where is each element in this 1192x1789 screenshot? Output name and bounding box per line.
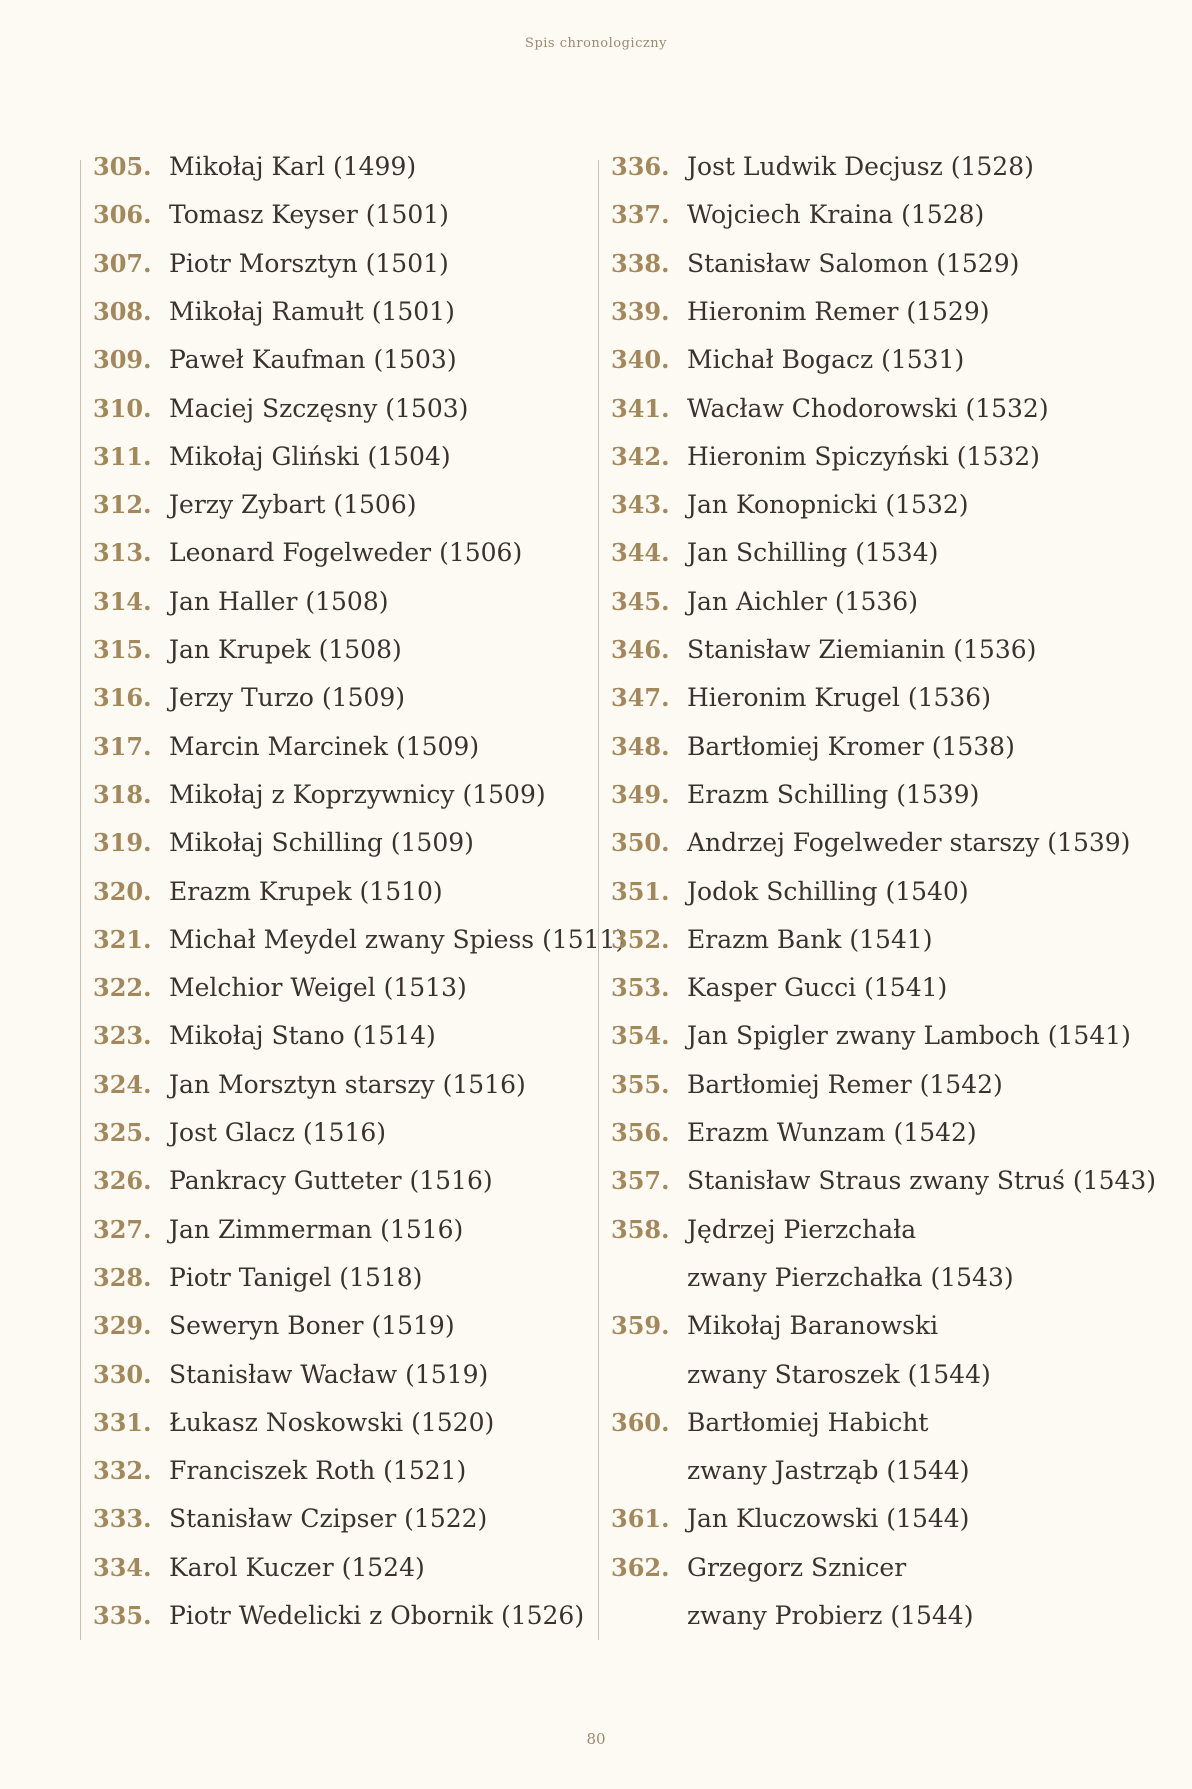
entry-name: Hieronim Remer (1529) bbox=[687, 296, 990, 326]
entry-name: Stanisław Salomon (1529) bbox=[687, 248, 1020, 278]
entry-number: 354. bbox=[611, 1021, 670, 1051]
list-item bbox=[93, 732, 479, 762]
entry-number: 358. bbox=[611, 1214, 670, 1244]
list-item bbox=[611, 973, 947, 1003]
entry-name: Łukasz Noskowski (1520) bbox=[169, 1407, 495, 1437]
entry-name: Bartłomiej Kromer (1538) bbox=[687, 731, 1015, 761]
list-item bbox=[611, 442, 1040, 472]
entry-name: Jan Haller (1508) bbox=[169, 586, 389, 616]
entry-number: 306. bbox=[93, 200, 152, 230]
entry-number: 343. bbox=[611, 490, 670, 520]
entry-number: 362. bbox=[611, 1552, 670, 1582]
entry-number: 319. bbox=[93, 828, 152, 858]
list-item bbox=[611, 732, 1015, 762]
list-item bbox=[611, 490, 969, 520]
list-item bbox=[611, 538, 938, 568]
entry-name: Pankracy Gutteter (1516) bbox=[169, 1166, 493, 1196]
list-item bbox=[611, 828, 1130, 858]
entry-number: 356. bbox=[611, 1118, 670, 1147]
right-column bbox=[598, 152, 1157, 1640]
entry-number: 348. bbox=[611, 731, 670, 761]
list-item bbox=[93, 828, 474, 858]
entry-name: Michał Meydel zwany Spiess (1511) bbox=[169, 924, 626, 954]
entry-name: Bartłomiej Habicht bbox=[687, 1407, 929, 1437]
entry-name: Grzegorz Sznicer bbox=[687, 1552, 907, 1582]
entry-name: Piotr Tanigel (1518) bbox=[169, 1262, 423, 1292]
entry-name: Mikołaj Baranowski bbox=[687, 1311, 939, 1341]
entry-number: 357. bbox=[611, 1166, 670, 1196]
list-item bbox=[611, 683, 991, 713]
entry-name: Wojciech Kraina (1528) bbox=[687, 200, 985, 230]
list-item bbox=[93, 394, 468, 424]
entry-number: 350. bbox=[611, 828, 670, 858]
list-item bbox=[93, 1360, 488, 1390]
list-item bbox=[93, 587, 389, 617]
entry-name: Erazm Krupek (1510) bbox=[169, 876, 443, 906]
entry-number: 325. bbox=[93, 1118, 152, 1147]
entry-name: Mikołaj Karl (1499) bbox=[169, 152, 417, 181]
list-item bbox=[93, 1118, 386, 1148]
entry-continuation: zwany Probierz (1544) bbox=[687, 1601, 974, 1630]
entry-number: 342. bbox=[611, 441, 670, 471]
page-number: 80 bbox=[586, 1730, 606, 1748]
entry-name: Bartłomiej Remer (1542) bbox=[687, 1069, 1003, 1099]
entry-name: Jan Konopnicki (1532) bbox=[687, 490, 969, 520]
list-item bbox=[93, 1408, 494, 1438]
entry-number: 312. bbox=[93, 490, 152, 520]
entry-number: 353. bbox=[611, 973, 670, 1003]
entry-name: Jan Aichler (1536) bbox=[687, 586, 918, 616]
list-item bbox=[93, 345, 457, 375]
entry-name: Mikołaj Gliński (1504) bbox=[169, 441, 451, 471]
entry-number: 329. bbox=[93, 1311, 152, 1341]
entry-number: 361. bbox=[611, 1504, 670, 1534]
list-item bbox=[611, 200, 984, 230]
entry-name: Mikołaj Stano (1514) bbox=[169, 1021, 436, 1051]
list-item bbox=[611, 635, 1036, 665]
entry-number: 351. bbox=[611, 876, 670, 906]
entry-continuation: zwany Staroszek (1544) bbox=[687, 1359, 991, 1389]
entry-number: 359. bbox=[611, 1311, 670, 1341]
list-item bbox=[611, 1408, 928, 1438]
entry-name: Mikołaj Ramułt (1501) bbox=[169, 296, 455, 326]
list-item bbox=[611, 780, 979, 810]
entry-number: 310. bbox=[93, 393, 152, 423]
entry-number: 324. bbox=[93, 1069, 152, 1099]
entry-name: Jost Ludwik Decjusz (1528) bbox=[687, 152, 1034, 181]
entry-name: Mikołaj z Koprzywnicy (1509) bbox=[169, 779, 546, 809]
entry-number: 313. bbox=[93, 538, 152, 568]
list-item bbox=[611, 297, 990, 327]
list-item bbox=[611, 877, 969, 907]
entry-name: Leonard Fogelweder (1506) bbox=[169, 538, 523, 568]
entry-number: 311. bbox=[93, 441, 152, 471]
list-item bbox=[93, 1215, 463, 1245]
list-item bbox=[611, 1070, 1003, 1100]
list-item bbox=[93, 1553, 425, 1583]
entry-name: Jan Spigler zwany Lamboch (1541) bbox=[687, 1021, 1131, 1051]
list-item bbox=[93, 442, 451, 472]
list-item bbox=[93, 297, 455, 327]
entry-continuation: zwany Pierzchałka (1543) bbox=[687, 1262, 1014, 1292]
entry-number: 337. bbox=[611, 200, 670, 230]
list-item bbox=[93, 249, 449, 279]
entry-number: 333. bbox=[93, 1504, 152, 1534]
list-item bbox=[93, 683, 405, 713]
list-item bbox=[611, 394, 1049, 424]
entry-name: Karol Kuczer (1524) bbox=[169, 1552, 425, 1582]
entry-name: Piotr Wedelicki z Obornik (1526) bbox=[169, 1601, 585, 1630]
entry-number: 327. bbox=[93, 1214, 152, 1244]
list-item bbox=[93, 200, 449, 230]
list-item bbox=[93, 1263, 422, 1293]
entry-number: 334. bbox=[93, 1552, 152, 1582]
list-item bbox=[611, 1311, 938, 1341]
entry-number: 328. bbox=[93, 1262, 152, 1292]
entry-number: 360. bbox=[611, 1407, 670, 1437]
entry-name: Erazm Wunzam (1542) bbox=[687, 1118, 977, 1147]
list-item bbox=[611, 1553, 906, 1583]
list-item bbox=[93, 538, 522, 568]
entry-number: 307. bbox=[93, 248, 152, 278]
entry-number: 331. bbox=[93, 1407, 152, 1437]
entry-name: Michał Bogacz (1531) bbox=[687, 345, 965, 375]
list-item bbox=[611, 249, 1019, 279]
entry-number: 352. bbox=[611, 924, 670, 954]
entry-number: 320. bbox=[93, 876, 152, 906]
list-item bbox=[93, 877, 443, 907]
entry-name: Jan Schilling (1534) bbox=[687, 538, 939, 568]
entry-number: 309. bbox=[93, 345, 152, 375]
list-item bbox=[93, 925, 625, 955]
entry-name: Hieronim Krugel (1536) bbox=[687, 683, 991, 713]
entry-name: Jost Glacz (1516) bbox=[169, 1118, 387, 1147]
entry-name: Andrzej Fogelweder starszy (1539) bbox=[687, 828, 1131, 858]
list-item bbox=[611, 1021, 1131, 1051]
entry-name: Erazm Bank (1541) bbox=[687, 924, 933, 954]
entry-name: Seweryn Boner (1519) bbox=[169, 1311, 455, 1341]
entry-name: Stanisław Wacław (1519) bbox=[169, 1359, 489, 1389]
entry-name: Jan Krupek (1508) bbox=[169, 635, 402, 664]
list-item bbox=[611, 925, 933, 955]
list-item bbox=[611, 345, 964, 375]
entry-number: 330. bbox=[93, 1359, 152, 1389]
entry-name: Maciej Szczęsny (1503) bbox=[169, 393, 469, 423]
entry-name: Stanisław Czipser (1522) bbox=[169, 1504, 488, 1534]
entry-name: Jędrzej Pierzchała bbox=[687, 1214, 917, 1244]
entry-number: 346. bbox=[611, 635, 670, 664]
list-item bbox=[93, 1504, 487, 1534]
entry-number: 349. bbox=[611, 779, 670, 809]
list-item bbox=[93, 1456, 466, 1486]
list-item bbox=[93, 490, 417, 520]
list-item bbox=[93, 635, 402, 665]
entry-number: 347. bbox=[611, 683, 670, 713]
entry-number: 322. bbox=[93, 973, 152, 1003]
list-item bbox=[611, 152, 1034, 182]
entry-name: Jerzy Turzo (1509) bbox=[169, 683, 406, 713]
list-item bbox=[93, 973, 467, 1003]
list-item bbox=[611, 1215, 916, 1245]
entry-name: Mikołaj Schilling (1509) bbox=[169, 828, 474, 858]
entry-number: 341. bbox=[611, 393, 670, 423]
entry-number: 317. bbox=[93, 731, 152, 761]
entry-number: 318. bbox=[93, 779, 152, 809]
list-item bbox=[93, 1166, 493, 1196]
entry-name: Jan Morsztyn starszy (1516) bbox=[169, 1069, 526, 1099]
entry-number: 345. bbox=[611, 586, 670, 616]
entry-number: 305. bbox=[93, 152, 152, 181]
entry-name: Jerzy Zybart (1506) bbox=[169, 490, 417, 520]
entry-number: 321. bbox=[93, 924, 152, 954]
entry-number: 308. bbox=[93, 296, 152, 326]
list-item bbox=[611, 1504, 969, 1534]
list-item bbox=[93, 1311, 455, 1341]
entry-name: Stanisław Straus zwany Struś (1543) bbox=[687, 1166, 1157, 1196]
entry-number: 335. bbox=[93, 1601, 152, 1630]
entry-number: 339. bbox=[611, 296, 670, 326]
entry-continuation: zwany Jastrząb (1544) bbox=[687, 1456, 970, 1486]
entry-number: 344. bbox=[611, 538, 670, 568]
entry-number: 355. bbox=[611, 1069, 670, 1099]
entry-name: Jan Kluczowski (1544) bbox=[687, 1504, 970, 1534]
list-item bbox=[93, 1021, 436, 1051]
left-column bbox=[80, 152, 626, 1640]
entry-number: 336. bbox=[611, 152, 670, 181]
list-item bbox=[611, 1166, 1156, 1196]
list-item bbox=[611, 1118, 977, 1148]
entry-number: 323. bbox=[93, 1021, 152, 1051]
entry-number: 332. bbox=[93, 1456, 152, 1486]
running-header: Spis chronologiczny bbox=[525, 36, 667, 51]
entry-number: 315. bbox=[93, 635, 152, 664]
entry-number: 340. bbox=[611, 345, 670, 375]
entry-name: Wacław Chodorowski (1532) bbox=[687, 393, 1049, 423]
entry-number: 326. bbox=[93, 1166, 152, 1196]
entry-name: Tomasz Keyser (1501) bbox=[169, 200, 449, 230]
entry-name: Marcin Marcinek (1509) bbox=[169, 731, 480, 761]
entry-number: 338. bbox=[611, 248, 670, 278]
list-item bbox=[93, 1070, 526, 1100]
list-item bbox=[93, 1601, 584, 1631]
entry-name: Paweł Kaufman (1503) bbox=[169, 345, 457, 375]
list-item bbox=[93, 152, 416, 182]
entry-number: 316. bbox=[93, 683, 152, 713]
entry-name: Hieronim Spiczyński (1532) bbox=[687, 441, 1040, 471]
entry-name: Jodok Schilling (1540) bbox=[687, 876, 969, 906]
entry-name: Franciszek Roth (1521) bbox=[169, 1456, 467, 1486]
entry-name: Kasper Gucci (1541) bbox=[687, 973, 948, 1003]
entry-number: 314. bbox=[93, 586, 152, 616]
entry-name: Melchior Weigel (1513) bbox=[169, 973, 467, 1003]
list-item bbox=[611, 587, 918, 617]
entry-name: Piotr Morsztyn (1501) bbox=[169, 248, 449, 278]
list-item bbox=[93, 780, 546, 810]
entry-name: Stanisław Ziemianin (1536) bbox=[687, 635, 1037, 664]
entry-name: Erazm Schilling (1539) bbox=[687, 779, 980, 809]
entry-name: Jan Zimmerman (1516) bbox=[169, 1214, 464, 1244]
